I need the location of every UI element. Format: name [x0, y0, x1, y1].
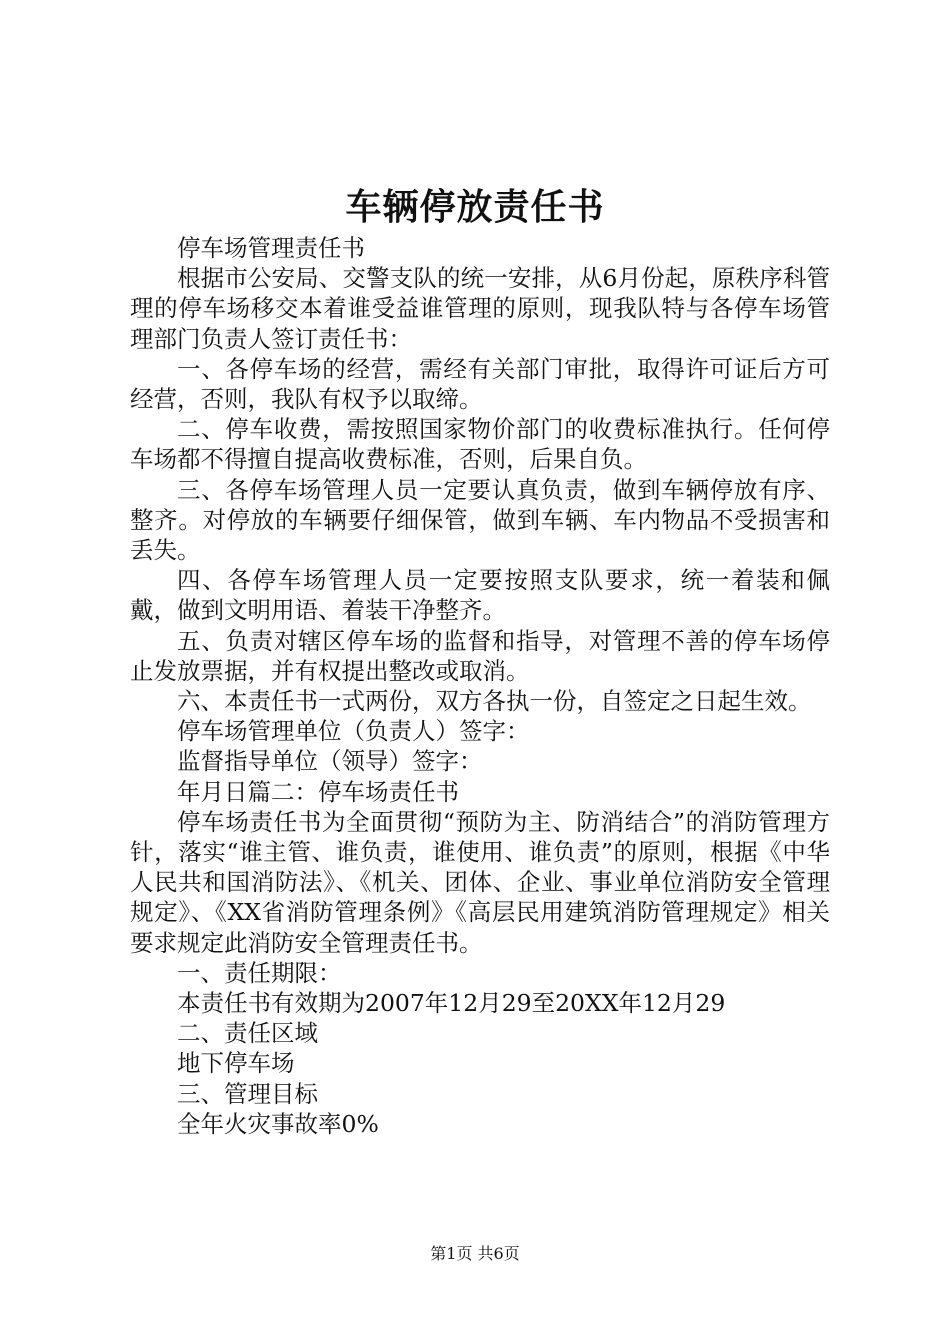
signature-line: 监督指导单位（领导）签字：	[177, 747, 483, 776]
section-heading: 一、责任期限：	[177, 958, 342, 987]
section-heading: 二、责任区域	[177, 1019, 318, 1048]
document-body	[130, 233, 830, 1139]
signature-line: 停车场管理单位（负责人）签字：	[177, 717, 530, 746]
paragraph: 停车场责任书为全面贯彻“预防为主、防消结合”的消防管理方针，落实“谁主管、谁负责，谁使用、谁负责”的原则，根据《中华人民共和国消防法》、《机关、团体、企业、事业单位消防安全管理规定》、《XX省消防管理条例》《高层民用建筑消防管理规定》相关要求规定此消防安全管理责任书。	[130, 807, 830, 957]
paragraph: 根据市公安局、交警支队的统一安排，从6月份起，原秩序科管理的停车场移交本着谁受益谁管理的原则，现我队特与各停车场管理部门负责人签订责任书：	[130, 264, 830, 353]
document-title: 车辆停放责任书	[345, 186, 605, 228]
paragraph: 停车场管理责任书	[177, 234, 365, 262]
paragraph: 全年火灾事故率0%	[177, 1109, 379, 1138]
paragraph: 四、各停车场管理人员一定要按照支队要求，统一着装和佩戴，做到文明用语、着装干净整齐。	[130, 566, 830, 625]
paragraph: 三、各停车场管理人员一定要认真负责，做到车辆停放有序、整齐。对停放的车辆要仔细保管，做到车辆、车内物品不受损害和丢失。	[130, 475, 830, 565]
section-heading: 三、管理目标	[177, 1079, 318, 1108]
paragraph: 二、停车收费，需按照国家物价部门的收费标准执行。任何停车场都不得擅自提高收费标准，否则，后果自负。	[130, 415, 830, 474]
paragraph: 五、负责对辖区停车场的监督和指导，对管理不善的停车场停止发放票据，并有权提出整改或取消。	[130, 626, 830, 685]
paragraph: 本责任书有效期为2007年12月29至20XX年12月29	[177, 989, 726, 1018]
date-and-section-heading: 年月日篇二：停车场责任书	[177, 777, 459, 806]
paragraph: 六、本责任书一式两份，双方各执一份，自签定之日起生效。	[177, 687, 812, 716]
page-footer: 第1页 共6页	[430, 1244, 520, 1263]
paragraph: 地下停车场	[177, 1049, 295, 1078]
paragraph: 一、各停车场的经营，需经有关部门审批，取得许可证后方可经营，否则，我队有权予以取缔。	[130, 354, 830, 414]
